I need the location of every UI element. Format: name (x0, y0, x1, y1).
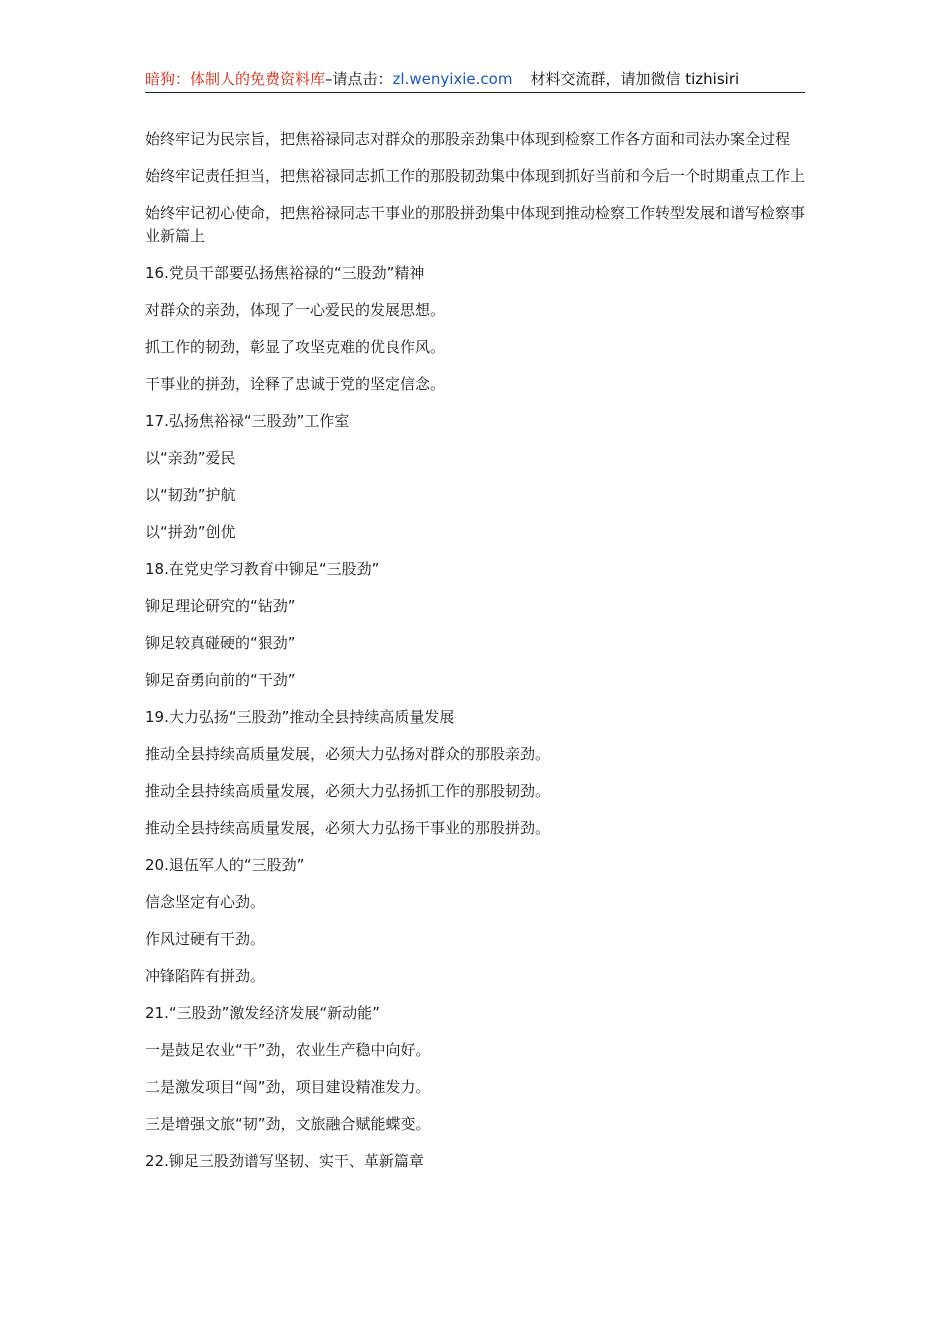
header-brand: 暗狗：体制人的免费资料库 (145, 70, 326, 88)
paragraph: 始终牢记责任担当，把焦裕禄同志抓工作的那股韧劲集中体现到抓好当前和今后一个时期重点工作上 (145, 167, 806, 185)
paragraph: 一是鼓足农业“干”劲，农业生产稳中向好。 (145, 1041, 431, 1059)
header-group-info: 材料交流群，请加微信 tizhisiri (530, 70, 740, 88)
paragraph: 三是增强文旅“韧”劲，文旅融合赋能蝶变。 (145, 1115, 431, 1133)
paragraph: 推动全县持续高质量发展，必须大力弘扬抓工作的那股韧劲。 (145, 782, 551, 800)
paragraph: 推动全县持续高质量发展，必须大力弘扬对群众的那股亲劲。 (145, 745, 551, 763)
paragraph: 推动全县持续高质量发展，必须大力弘扬干事业的那股拼劲。 (145, 819, 551, 837)
paragraph: 作风过硬有干劲。 (145, 930, 266, 948)
page-header (145, 68, 805, 93)
paragraph: 铆足较真碰硬的“狠劲” (145, 634, 296, 652)
section-heading: 18.在党史学习教育中铆足“三股劲” (145, 560, 380, 578)
document-body (145, 128, 807, 1187)
section-heading: 19.大力弘扬“三股劲”推动全县持续高质量发展 (145, 708, 455, 726)
section-heading: 21.“三股劲”激发经济发展“新动能” (145, 1004, 380, 1022)
section-heading: 20.退伍军人的“三股劲” (145, 856, 305, 874)
paragraph: 冲锋陷阵有拼劲。 (145, 967, 266, 985)
paragraph: 以“拼劲”创优 (145, 523, 236, 541)
section-heading: 17.弘扬焦裕禄“三股劲”工作室 (145, 412, 350, 430)
paragraph: 铆足理论研究的“钻劲” (145, 597, 296, 615)
paragraph: 以“亲劲”爱民 (145, 449, 236, 467)
paragraph: 始终牢记初心使命，把焦裕禄同志干事业的那股拼劲集中体现到推动检察工作转型发展和谱写检察事业新篇上 (145, 204, 806, 245)
paragraph: 始终牢记为民宗旨，把焦裕禄同志对群众的那股亲劲集中体现到检察工作各方面和司法办案全过程 (145, 130, 791, 148)
paragraph: 二是激发项目“闯”劲，项目建设精准发力。 (145, 1078, 431, 1096)
header-prompt: –请点击： (325, 70, 393, 88)
paragraph: 以“韧劲”护航 (145, 486, 236, 504)
paragraph: 信念坚定有心劲。 (145, 893, 266, 911)
paragraph: 对群众的亲劲，体现了一心爱民的发展思想。 (145, 301, 446, 319)
header-url-link[interactable]: zl.wenyixie.com (392, 70, 513, 88)
paragraph: 干事业的拼劲，诠释了忠诚于党的坚定信念。 (145, 375, 446, 393)
paragraph: 抓工作的韧劲，彰显了攻坚克难的优良作风。 (145, 338, 446, 356)
section-heading: 16.党员干部要弘扬焦裕禄的“三股劲”精神 (145, 264, 425, 282)
paragraph: 铆足奋勇向前的“干劲” (145, 671, 296, 689)
section-heading: 22.铆足三股劲谱写坚韧、实干、革新篇章 (145, 1152, 424, 1170)
